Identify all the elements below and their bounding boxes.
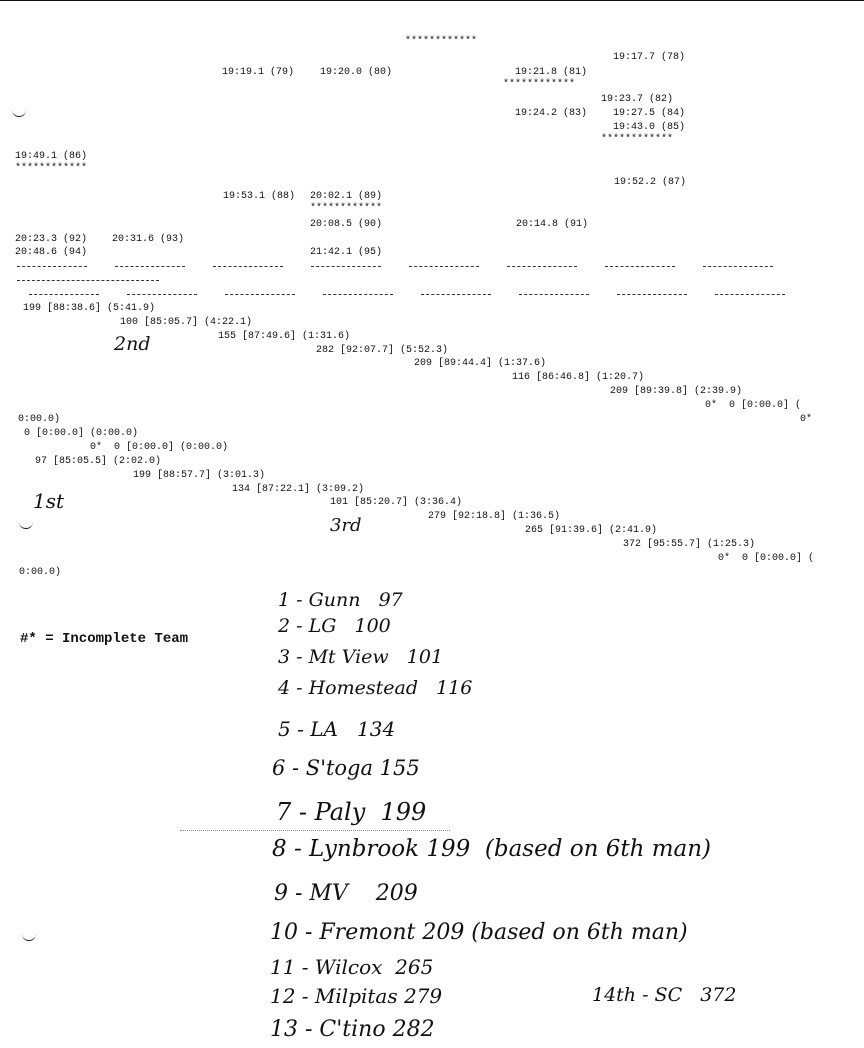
time-79: 19:19.1 (79) [222, 67, 295, 78]
ranking-12: 12 - Milpitas 279 [270, 984, 443, 1008]
separator [703, 266, 773, 267]
time-85: 19:43.0 (85) [613, 122, 686, 133]
time-82: 19:23.7 (82) [601, 94, 674, 105]
team-row: 0* 0 [0:00.0] ( [718, 553, 815, 564]
annotation-third: 3rd [330, 515, 362, 536]
separator [323, 294, 393, 295]
separator [519, 294, 589, 295]
team-row: 0* 0 [0:00.0] (0:00.0) [90, 442, 229, 453]
top-border [0, 0, 864, 1]
team-row: 209 [89:44.4] (1:37.6) [414, 358, 547, 369]
ranking-14: 14th - SC 372 [592, 984, 737, 1006]
time-88: 19:53.1 (88) [223, 191, 296, 202]
time-87: 19:52.2 (87) [614, 177, 687, 188]
annotation-second: 2nd [114, 333, 151, 355]
stars-top: ************ [405, 36, 478, 47]
team-row: 199 [88:38.6] (5:41.9) [23, 303, 156, 314]
team-row: 0* [800, 414, 813, 425]
stars-85: ************ [601, 134, 674, 145]
stars-81: ************ [503, 79, 576, 90]
stars-86: ************ [15, 163, 88, 174]
separator [17, 280, 159, 281]
separator [225, 294, 295, 295]
separator [127, 294, 197, 295]
time-92: 20:23.3 (92) [15, 234, 88, 245]
separator [213, 266, 283, 267]
ranking-2: 2 - LG 100 [278, 615, 391, 637]
separator [115, 266, 185, 267]
team-row: 0 [0:00.0] (0:00.0) [24, 428, 139, 439]
team-row: 0:00.0) [19, 567, 62, 578]
team-row: 0* 0 [0:00.0] ( [705, 400, 802, 411]
annotation-first: 1st [33, 489, 65, 513]
team-row: 155 [87:49.6] (1:31.6) [218, 331, 351, 342]
separator [311, 266, 381, 267]
ranking-8: 8 - Lynbrook 199 (based on 6th man) [272, 836, 712, 862]
margin-mark [22, 934, 36, 941]
time-83: 19:24.2 (83) [515, 108, 588, 119]
margin-mark [19, 522, 33, 529]
team-row: 209 [89:39.8] (2:39.9) [610, 386, 743, 397]
separator [507, 266, 577, 267]
separator [17, 266, 87, 267]
time-78: 19:17.7 (78) [613, 52, 686, 63]
dotted-line [180, 830, 450, 831]
separator [605, 266, 675, 267]
team-row: 372 [95:55.7] (1:25.3) [623, 539, 756, 550]
ranking-4: 4 - Homestead 116 [278, 677, 473, 699]
ranking-10: 10 - Fremont 209 (based on 6th man) [270, 920, 688, 945]
ranking-11: 11 - Wilcox 265 [270, 955, 434, 979]
time-89: 20:02.1 (89) [310, 191, 383, 202]
ranking-1: 1 - Gunn 97 [278, 589, 403, 611]
ranking-6: 6 - S'toga 155 [272, 756, 420, 780]
separator [617, 294, 687, 295]
team-row: 279 [92:18.8] (1:36.5) [428, 511, 561, 522]
separator [715, 294, 785, 295]
time-94: 20:48.6 (94) [15, 247, 88, 258]
team-row: 0:00.0) [18, 414, 61, 425]
time-95: 21:42.1 (95) [310, 247, 383, 258]
team-row: 265 [91:39.6] (2:41.9) [525, 525, 658, 536]
time-86: 19:49.1 (86) [15, 151, 88, 162]
ranking-3: 3 - Mt View 101 [278, 646, 444, 668]
team-row: 134 [87:22.1] (3:09.2) [232, 484, 365, 495]
team-row: 199 [88:57.7] (3:01.3) [133, 470, 266, 481]
stars-89: ************ [310, 203, 383, 214]
ranking-13: 13 - C'tino 282 [270, 1017, 435, 1042]
time-84: 19:27.5 (84) [613, 108, 686, 119]
team-row: 97 [85:05.5] (2:02.0) [35, 456, 162, 467]
ranking-9: 9 - MV 209 [274, 881, 418, 906]
time-80: 19:20.0 (80) [320, 67, 393, 78]
legend-incomplete-team: #* = Incomplete Team [20, 631, 189, 647]
separator [29, 294, 99, 295]
time-93: 20:31.6 (93) [112, 234, 185, 245]
ranking-7: 7 - Paly 199 [276, 798, 427, 826]
separator [409, 266, 479, 267]
team-row: 101 [85:20.7] (3:36.4) [330, 497, 463, 508]
team-row: 282 [92:07.7] (5:52.3) [316, 345, 449, 356]
time-81: 19:21.8 (81) [515, 67, 588, 78]
separator [421, 294, 491, 295]
ranking-5: 5 - LA 134 [278, 717, 396, 741]
time-90: 20:08.5 (90) [310, 219, 383, 230]
team-row: 116 [86:46.8] (1:20.7) [512, 372, 645, 383]
time-91: 20:14.8 (91) [516, 219, 589, 230]
team-row: 100 [85:05.7] (4:22.1) [120, 317, 253, 328]
margin-mark [12, 110, 26, 117]
